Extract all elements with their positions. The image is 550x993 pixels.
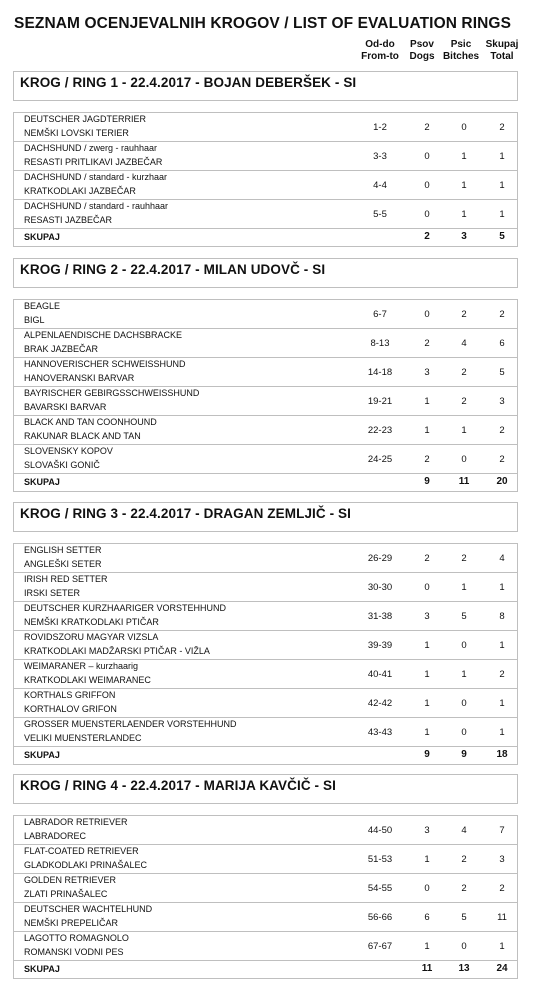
table-row	[14, 142, 517, 171]
dogs-count: 1	[424, 727, 430, 738]
breed-local-name: GLADKODLAKI PRINAŠALEC	[24, 860, 148, 870]
dogs-count: 0	[424, 309, 430, 320]
sum-row	[14, 747, 517, 764]
table-row	[14, 660, 517, 689]
catalog-range: 22-23	[367, 425, 393, 436]
breed-local-name: SLOVAŠKI GONIČ	[24, 460, 100, 470]
breed-name: FLAT-COATED RETRIEVER	[24, 846, 139, 856]
dogs-count: 2	[424, 122, 430, 133]
dogs-count: 1	[424, 640, 430, 651]
bitches-count: 1	[461, 180, 467, 191]
bitches-count: 1	[461, 669, 467, 680]
breed-local-name: NEMŠKI KRATKODLAKI PTIČAR	[24, 617, 159, 627]
catalog-range: 51-53	[367, 854, 393, 865]
total-count: 1	[499, 180, 505, 191]
dogs-count: 3	[424, 611, 430, 622]
breed-name: ROVIDSZORU MAGYAR VIZSLA	[24, 632, 159, 642]
breed-name: DEUTSCHER KURZHAARIGER VORSTEHHUND	[24, 603, 227, 613]
bitches-count: 5	[461, 611, 467, 622]
total-count: 4	[499, 553, 505, 564]
ring-header	[13, 502, 518, 532]
table-row	[14, 816, 517, 845]
catalog-range: 1-2	[373, 122, 387, 133]
dogs-count: 0	[424, 180, 430, 191]
ring-table	[13, 112, 518, 247]
breed-local-name: KORTHALOV GRIFON	[24, 704, 117, 714]
breed-name: DEUTSCHER WACHTELHUND	[24, 904, 153, 914]
catalog-range: 5-5	[373, 209, 387, 220]
column-header-from-to-english: From-to	[361, 51, 399, 62]
breed-local-name: RESASTI JAZBEČAR	[24, 215, 113, 225]
ring-title: KROG / RING 4 - 22.4.2017 - MARIJA KAVČIČ - SI	[20, 778, 336, 793]
catalog-range: 44-50	[367, 825, 393, 836]
total-count: 2	[499, 883, 505, 894]
table-row	[14, 329, 517, 358]
table-row	[14, 602, 517, 631]
sum-total: 18	[496, 749, 508, 760]
total-count: 5	[499, 367, 505, 378]
bitches-count: 0	[461, 941, 467, 952]
dogs-count: 3	[424, 367, 430, 378]
dogs-count: 2	[424, 338, 430, 349]
dogs-count: 1	[424, 941, 430, 952]
breed-local-name: IRSKI SETER	[24, 588, 81, 598]
total-count: 3	[499, 396, 505, 407]
dogs-count: 3	[424, 825, 430, 836]
ring-table	[13, 299, 518, 492]
total-count: 1	[499, 640, 505, 651]
sum-label: SKUPAJ	[24, 477, 60, 487]
sum-bitches: 11	[458, 476, 470, 487]
breed-local-name: ROMANSKI VODNI PES	[24, 947, 124, 957]
total-count: 1	[499, 698, 505, 709]
ring-header	[13, 774, 518, 804]
bitches-count: 2	[461, 883, 467, 894]
bitches-count: 1	[461, 209, 467, 220]
table-row	[14, 689, 517, 718]
total-count: 8	[499, 611, 505, 622]
ring-table	[13, 543, 518, 765]
column-header-from-to-local: Od-do	[365, 39, 395, 50]
ring-title: KROG / RING 2 - 22.4.2017 - MILAN UDOVČ - SI	[20, 262, 326, 277]
breed-name: SLOVENSKY KOPOV	[24, 446, 113, 456]
column-header-dogs	[403, 39, 441, 63]
table-row	[14, 416, 517, 445]
breed-name: ALPENLAENDISCHE DACHSBRACKE	[24, 330, 183, 340]
total-count: 11	[497, 912, 507, 923]
total-count: 1	[499, 209, 505, 220]
column-header-total	[481, 39, 523, 63]
catalog-range: 6-7	[373, 309, 387, 320]
bitches-count: 0	[461, 122, 467, 133]
table-row	[14, 544, 517, 573]
breed-name: DACHSHUND / standard - rauhhaar	[24, 201, 169, 211]
total-count: 6	[499, 338, 505, 349]
table-row	[14, 358, 517, 387]
sum-bitches: 13	[458, 963, 470, 974]
catalog-range: 54-55	[367, 883, 393, 894]
catalog-range: 24-25	[367, 454, 393, 465]
breed-name: ENGLISH SETTER	[24, 545, 102, 555]
bitches-count: 0	[461, 640, 467, 651]
total-count: 2	[499, 425, 505, 436]
dogs-count: 2	[424, 553, 430, 564]
bitches-count: 4	[461, 338, 467, 349]
table-row	[14, 845, 517, 874]
breed-local-name: KRATKODLAKI JAZBEČAR	[24, 186, 136, 196]
breed-name: WEIMARANER – kurzhaarig	[24, 661, 139, 671]
sum-dogs: 11	[421, 963, 433, 974]
sum-row	[14, 961, 517, 978]
table-row	[14, 113, 517, 142]
dogs-count: 0	[424, 883, 430, 894]
breed-local-name: KRATKODLAKI WEIMARANEC	[24, 675, 151, 685]
dogs-count: 1	[424, 698, 430, 709]
breed-name: BLACK AND TAN COONHOUND	[24, 417, 157, 427]
sum-label: SKUPAJ	[24, 232, 60, 242]
bitches-count: 4	[461, 825, 467, 836]
bitches-count: 5	[461, 912, 467, 923]
bitches-count: 1	[461, 425, 467, 436]
breed-name: LAGOTTO ROMAGNOLO	[24, 933, 129, 943]
sum-total: 20	[496, 476, 508, 487]
ring-table	[13, 815, 518, 979]
dogs-count: 0	[424, 151, 430, 162]
total-count: 7	[499, 825, 505, 836]
dogs-count: 1	[424, 396, 430, 407]
breed-local-name: BIGL	[24, 315, 45, 325]
breed-local-name: RESASTI PRITLIKAVI JAZBEČAR	[24, 157, 163, 167]
breed-local-name: LABRADOREC	[24, 831, 87, 841]
catalog-range: 39-39	[367, 640, 393, 651]
column-header-bitches	[441, 39, 481, 63]
table-row	[14, 903, 517, 932]
breed-local-name: BAVARSKI BARVAR	[24, 402, 107, 412]
breed-local-name: NEMŠKI PREPELIČAR	[24, 918, 119, 928]
sum-dogs: 9	[424, 749, 430, 760]
breed-name: IRISH RED SETTER	[24, 574, 108, 584]
catalog-range: 14-18	[367, 367, 393, 378]
breed-name: HANNOVERISCHER SCHWEISSHUND	[24, 359, 186, 369]
bitches-count: 2	[461, 367, 467, 378]
sum-label: SKUPAJ	[24, 964, 60, 974]
catalog-range: 56-66	[367, 912, 393, 923]
breed-local-name: RAKUNAR BLACK AND TAN	[24, 431, 141, 441]
breed-local-name: KRATKODLAKI MADŽARSKI PTIČAR - VIŽLA	[24, 646, 210, 656]
total-count: 1	[499, 582, 505, 593]
sum-bitches: 9	[461, 749, 467, 760]
breed-local-name: NEMŠKI LOVSKI TERIER	[24, 128, 129, 138]
catalog-range: 19-21	[367, 396, 393, 407]
table-row	[14, 718, 517, 747]
breed-name: KORTHALS GRIFFON	[24, 690, 116, 700]
column-header-total-english: Total	[490, 51, 514, 62]
breed-name: DEUTSCHER JAGDTERRIER	[24, 114, 147, 124]
sum-dogs: 2	[424, 231, 430, 242]
bitches-count: 2	[461, 854, 467, 865]
ring-header	[13, 71, 518, 101]
table-row	[14, 573, 517, 602]
table-row	[14, 300, 517, 329]
breed-name: LABRADOR RETRIEVER	[24, 817, 128, 827]
sum-total: 24	[496, 963, 508, 974]
total-count: 1	[499, 941, 505, 952]
breed-name: DACHSHUND / zwerg - rauhhaar	[24, 143, 158, 153]
dogs-count: 1	[424, 669, 430, 680]
dogs-count: 0	[424, 582, 430, 593]
table-row	[14, 932, 517, 961]
total-count: 2	[499, 122, 505, 133]
column-header-bitches-english: Bitches	[442, 51, 480, 62]
bitches-count: 2	[461, 309, 467, 320]
column-header-from-to	[357, 39, 403, 63]
sum-label: SKUPAJ	[24, 750, 60, 760]
table-row	[14, 445, 517, 474]
catalog-range: 43-43	[367, 727, 393, 738]
breed-name: BEAGLE	[24, 301, 61, 311]
bitches-count: 1	[461, 582, 467, 593]
breed-local-name: BRAK JAZBEČAR	[24, 344, 99, 354]
bitches-count: 2	[461, 396, 467, 407]
total-count: 2	[499, 309, 505, 320]
catalog-range: 4-4	[373, 180, 387, 191]
dogs-count: 6	[424, 912, 430, 923]
breed-local-name: ZLATI PRINAŠALEC	[24, 889, 108, 899]
total-count: 1	[499, 727, 505, 738]
catalog-range: 8-13	[370, 338, 390, 349]
table-row	[14, 171, 517, 200]
ring-title: KROG / RING 3 - 22.4.2017 - DRAGAN ZEMLJIČ - SI	[20, 506, 352, 521]
dogs-count: 2	[424, 454, 430, 465]
breed-name: GROSSER MUENSTERLAENDER VORSTEHHUND	[24, 719, 237, 729]
breed-local-name: ANGLEŠKI SETER	[24, 559, 102, 569]
catalog-range: 26-29	[367, 553, 393, 564]
bitches-count: 0	[461, 698, 467, 709]
breed-name: DACHSHUND / standard - kurzhaar	[24, 172, 168, 182]
total-count: 3	[499, 854, 505, 865]
total-count: 2	[499, 669, 505, 680]
breed-local-name: HANOVERANSKI BARVAR	[24, 373, 135, 383]
sum-bitches: 3	[461, 231, 467, 242]
bitches-count: 0	[461, 727, 467, 738]
total-count: 2	[499, 454, 505, 465]
dogs-count: 0	[424, 209, 430, 220]
catalog-range: 40-41	[367, 669, 393, 680]
column-header-dogs-local: Psov	[410, 39, 434, 50]
total-count: 1	[499, 151, 505, 162]
column-header-dogs-english: Dogs	[409, 51, 435, 62]
sum-total: 5	[499, 231, 505, 242]
sum-dogs: 9	[424, 476, 430, 487]
sum-row	[14, 474, 517, 491]
ring-title: KROG / RING 1 - 22.4.2017 - BOJAN DEBERŠEK - SI	[20, 75, 357, 90]
catalog-range: 67-67	[367, 941, 393, 952]
catalog-range: 3-3	[373, 151, 387, 162]
catalog-range: 30-30	[367, 582, 393, 593]
table-row	[14, 387, 517, 416]
dogs-count: 1	[424, 854, 430, 865]
catalog-range: 31-38	[367, 611, 393, 622]
breed-name: GOLDEN RETRIEVER	[24, 875, 117, 885]
catalog-range: 42-42	[367, 698, 393, 709]
column-header-total-local: Skupaj	[485, 39, 519, 50]
table-row	[14, 631, 517, 660]
bitches-count: 2	[461, 553, 467, 564]
breed-name: BAYRISCHER GEBIRGSSCHWEISSHUND	[24, 388, 200, 398]
bitches-count: 1	[461, 151, 467, 162]
dogs-count: 1	[424, 425, 430, 436]
page-title: SEZNAM OCENJEVALNIH KROGOV / LIST OF EVALUATION RINGS	[14, 15, 512, 32]
bitches-count: 0	[461, 454, 467, 465]
table-row	[14, 874, 517, 903]
ring-header	[13, 258, 518, 288]
breed-local-name: VELIKI MUENSTERLANDEC	[24, 733, 142, 743]
column-header-bitches-local: Psic	[450, 39, 472, 50]
sum-row	[14, 229, 517, 246]
table-row	[14, 200, 517, 229]
